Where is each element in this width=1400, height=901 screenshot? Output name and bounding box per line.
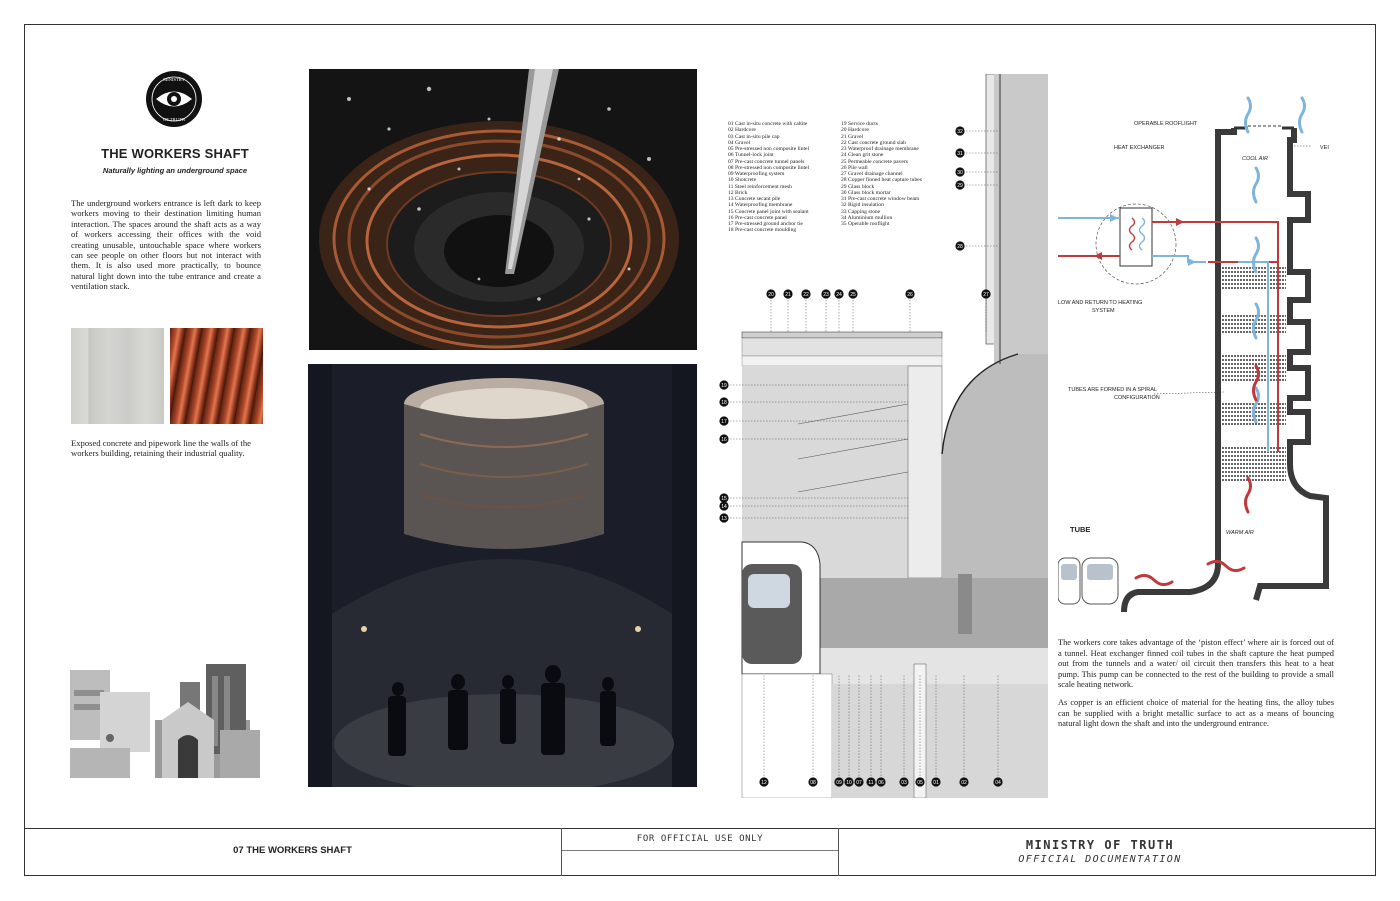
- legend-item: 28 Copper finned heat capture tubes: [841, 177, 922, 184]
- legend-item: 07 Pre-cast concrete tunnel panels: [728, 158, 805, 165]
- legend-item: 20 Hardcore: [841, 127, 869, 134]
- callout-number: 22: [803, 291, 809, 298]
- official-documentation-label: OFFICIAL DOCUMENTATION: [1018, 854, 1182, 865]
- page-subtitle: Naturally lighting an underground space: [102, 166, 248, 175]
- copper-paragraph: As copper is an efficient choice of material for the heating fins, the alloy tubes can be supplied with a bright metallic surface to act as a means of bouncing natural light down the shaft and into the underground entrance.: [1058, 698, 1334, 729]
- legend-item: 13 Concrete secant pile: [728, 196, 781, 202]
- callout-number: 28: [957, 243, 963, 250]
- legend-item: 02 Hardcore: [728, 127, 756, 134]
- legend-item: 22 Cast concrete ground slab: [841, 139, 906, 146]
- legend-item: 10 Shotcrete: [728, 177, 757, 184]
- label-tube: TUBE: [1070, 525, 1091, 534]
- callout-number: 02: [961, 779, 967, 786]
- legend-item: 23 Waterproof drainage membrane: [841, 146, 919, 152]
- callout-number: 08: [810, 779, 816, 786]
- buildings-collage-image: [70, 660, 262, 778]
- callout-number: 20: [768, 291, 774, 298]
- copper-pipework-image: [170, 328, 263, 424]
- legend-item: 21 Gravel: [841, 133, 864, 140]
- callout-number: 26: [907, 291, 913, 298]
- shaft-render-top-view: [309, 69, 697, 350]
- legend-item: 05 Pre-stressed non composite lintel: [728, 146, 810, 152]
- callout-number: 29: [957, 182, 963, 189]
- callout-number: 05: [917, 779, 923, 786]
- callout-number: 14: [721, 503, 727, 510]
- callout-number: 06: [878, 779, 884, 786]
- callout-number: 23: [823, 291, 829, 298]
- callout-number: 13: [721, 515, 727, 522]
- legend-item: 33 Capping stone: [841, 208, 881, 215]
- legend-item: 18 Pre-cast concrete moulding: [728, 227, 797, 234]
- callout-number: 18: [721, 399, 727, 406]
- label-flow-return: LOW AND RETURN TO HEATING SYSTEM: [1058, 300, 1143, 314]
- legend-item: 01 Cast in-situ concrete with caltite: [728, 121, 808, 127]
- callout-number: 16: [721, 436, 727, 443]
- callout-number: 01: [933, 779, 939, 786]
- legend-item: 16 Pre-cast concrete panel: [728, 214, 787, 221]
- callout-number: 31: [957, 150, 963, 157]
- label-operable-rooflight: OPERABLE ROOFLIGHT: [1134, 121, 1198, 127]
- callout-number: 10: [846, 779, 852, 786]
- legend-item: 24 Clean grit stone: [841, 152, 884, 159]
- ministry-title: MINISTRY OF TRUTH: [1025, 838, 1175, 852]
- callout-number: 30: [957, 169, 963, 176]
- construction-section-drawing: [718, 74, 1048, 798]
- legend-item: 34 Aluminium mullion: [841, 214, 893, 221]
- legend-item: 03 Cast in-situ pile cap: [728, 133, 780, 140]
- piston-effect-paragraph: The workers core takes advantage of the ‘piston effect’ where air is forced out of a tunnel. Heat exchanger finned coil tubes in the shaft capture the heat pumped out from the tunnels and a water/ oil circuit then transfers this heat to a heat pump. This pump can be connected to the rest of the building to provide a small scale heating network.: [1058, 638, 1334, 690]
- legend-item: 04 Gravel: [728, 139, 751, 146]
- label-heat-exchanger: HEAT EXCHANGER: [1114, 145, 1165, 151]
- legend-item: 12 Brick: [728, 189, 748, 196]
- callout-number: 12: [761, 779, 767, 786]
- label-vent: VEI: [1320, 145, 1329, 151]
- legend-item: 15 Concrete panel joint with sealant: [728, 208, 809, 215]
- legend-item: 31 Pre-cast concrete window beam: [841, 196, 920, 202]
- callout-number: 07: [856, 779, 862, 786]
- label-warm-air: WARM AIR: [1226, 530, 1254, 536]
- concrete-texture-image: [71, 328, 164, 424]
- callout-number: 03: [901, 779, 907, 786]
- legend-item: 09 Waterproofing system: [728, 171, 785, 177]
- ministry-eye-logo: [145, 70, 203, 128]
- label-tubes-spiral: TUBES ARE FORMED IN A SPIRAL CONFIGURATION: [1068, 387, 1160, 401]
- callout-number: 19: [721, 382, 727, 389]
- legend-item: 11 Steel reinforcement mesh: [728, 183, 792, 190]
- ventilation-flow-diagram: [1058, 92, 1342, 620]
- label-cool-air: COOL AIR: [1242, 156, 1268, 162]
- logo-text-bottom: OF TRUTH: [163, 117, 185, 122]
- legend-item: 25 Permeable concrete pavers: [841, 158, 908, 165]
- callout-number: 32: [957, 128, 963, 135]
- callout-number: 11: [868, 779, 874, 786]
- legend-item: 14 Waterproofing membrane: [728, 202, 793, 209]
- intro-paragraph: The underground workers entrance is left dark to keep workers moving to their destination limiting human interaction. The spaces around the shaft acts as a way of workers accessing their offices with the void creating unusable, untouchable space where workers can see people on other floors but not interact with them. It is also used more practically, to bounce natural light down into the tube entrance and create a ventilation stack.: [71, 198, 261, 292]
- legend-item: 17 Pre-stressed ground anchor tie: [728, 221, 803, 227]
- legend-item: 35 Operable rooflight: [841, 221, 890, 227]
- legend-item: 29 Glass block: [841, 183, 875, 190]
- legend-item: 30 Glass block mortar: [841, 189, 891, 196]
- shaft-render-interior-view: [308, 364, 697, 787]
- legend-item: 26 Pile wall: [841, 164, 868, 171]
- callout-number: 24: [836, 291, 842, 298]
- title-block-divider: [838, 828, 839, 876]
- title-block-rule: [562, 850, 838, 851]
- callout-number: 25: [850, 291, 856, 298]
- callout-number: 09: [836, 779, 842, 786]
- legend-item: 06 Tunnel-lock joint: [728, 152, 774, 159]
- callout-number: 04: [995, 779, 1001, 786]
- materials-caption: Exposed concrete and pipework line the walls of the workers building, retaining their industrial quality.: [71, 438, 251, 459]
- legend-item: 32 Rigid insulation: [841, 202, 884, 209]
- sheet-title: 07 THE WORKERS SHAFT: [233, 845, 352, 856]
- callout-number: 27: [983, 291, 989, 298]
- official-use-stamp: FOR OFFICIAL USE ONLY: [636, 834, 764, 844]
- page-title: THE WORKERS SHAFT: [101, 146, 249, 161]
- callout-number: 15: [721, 495, 727, 502]
- callout-number: 21: [785, 291, 791, 298]
- legend-item: 27 Gravel drainage channel: [841, 171, 903, 177]
- legend-item: 08 Pre-stressed non composite lintel: [728, 164, 810, 171]
- callout-number: 17: [721, 418, 727, 425]
- logo-text-top: MINISTRY: [163, 77, 185, 82]
- legend-item: 19 Service ducts: [841, 121, 878, 127]
